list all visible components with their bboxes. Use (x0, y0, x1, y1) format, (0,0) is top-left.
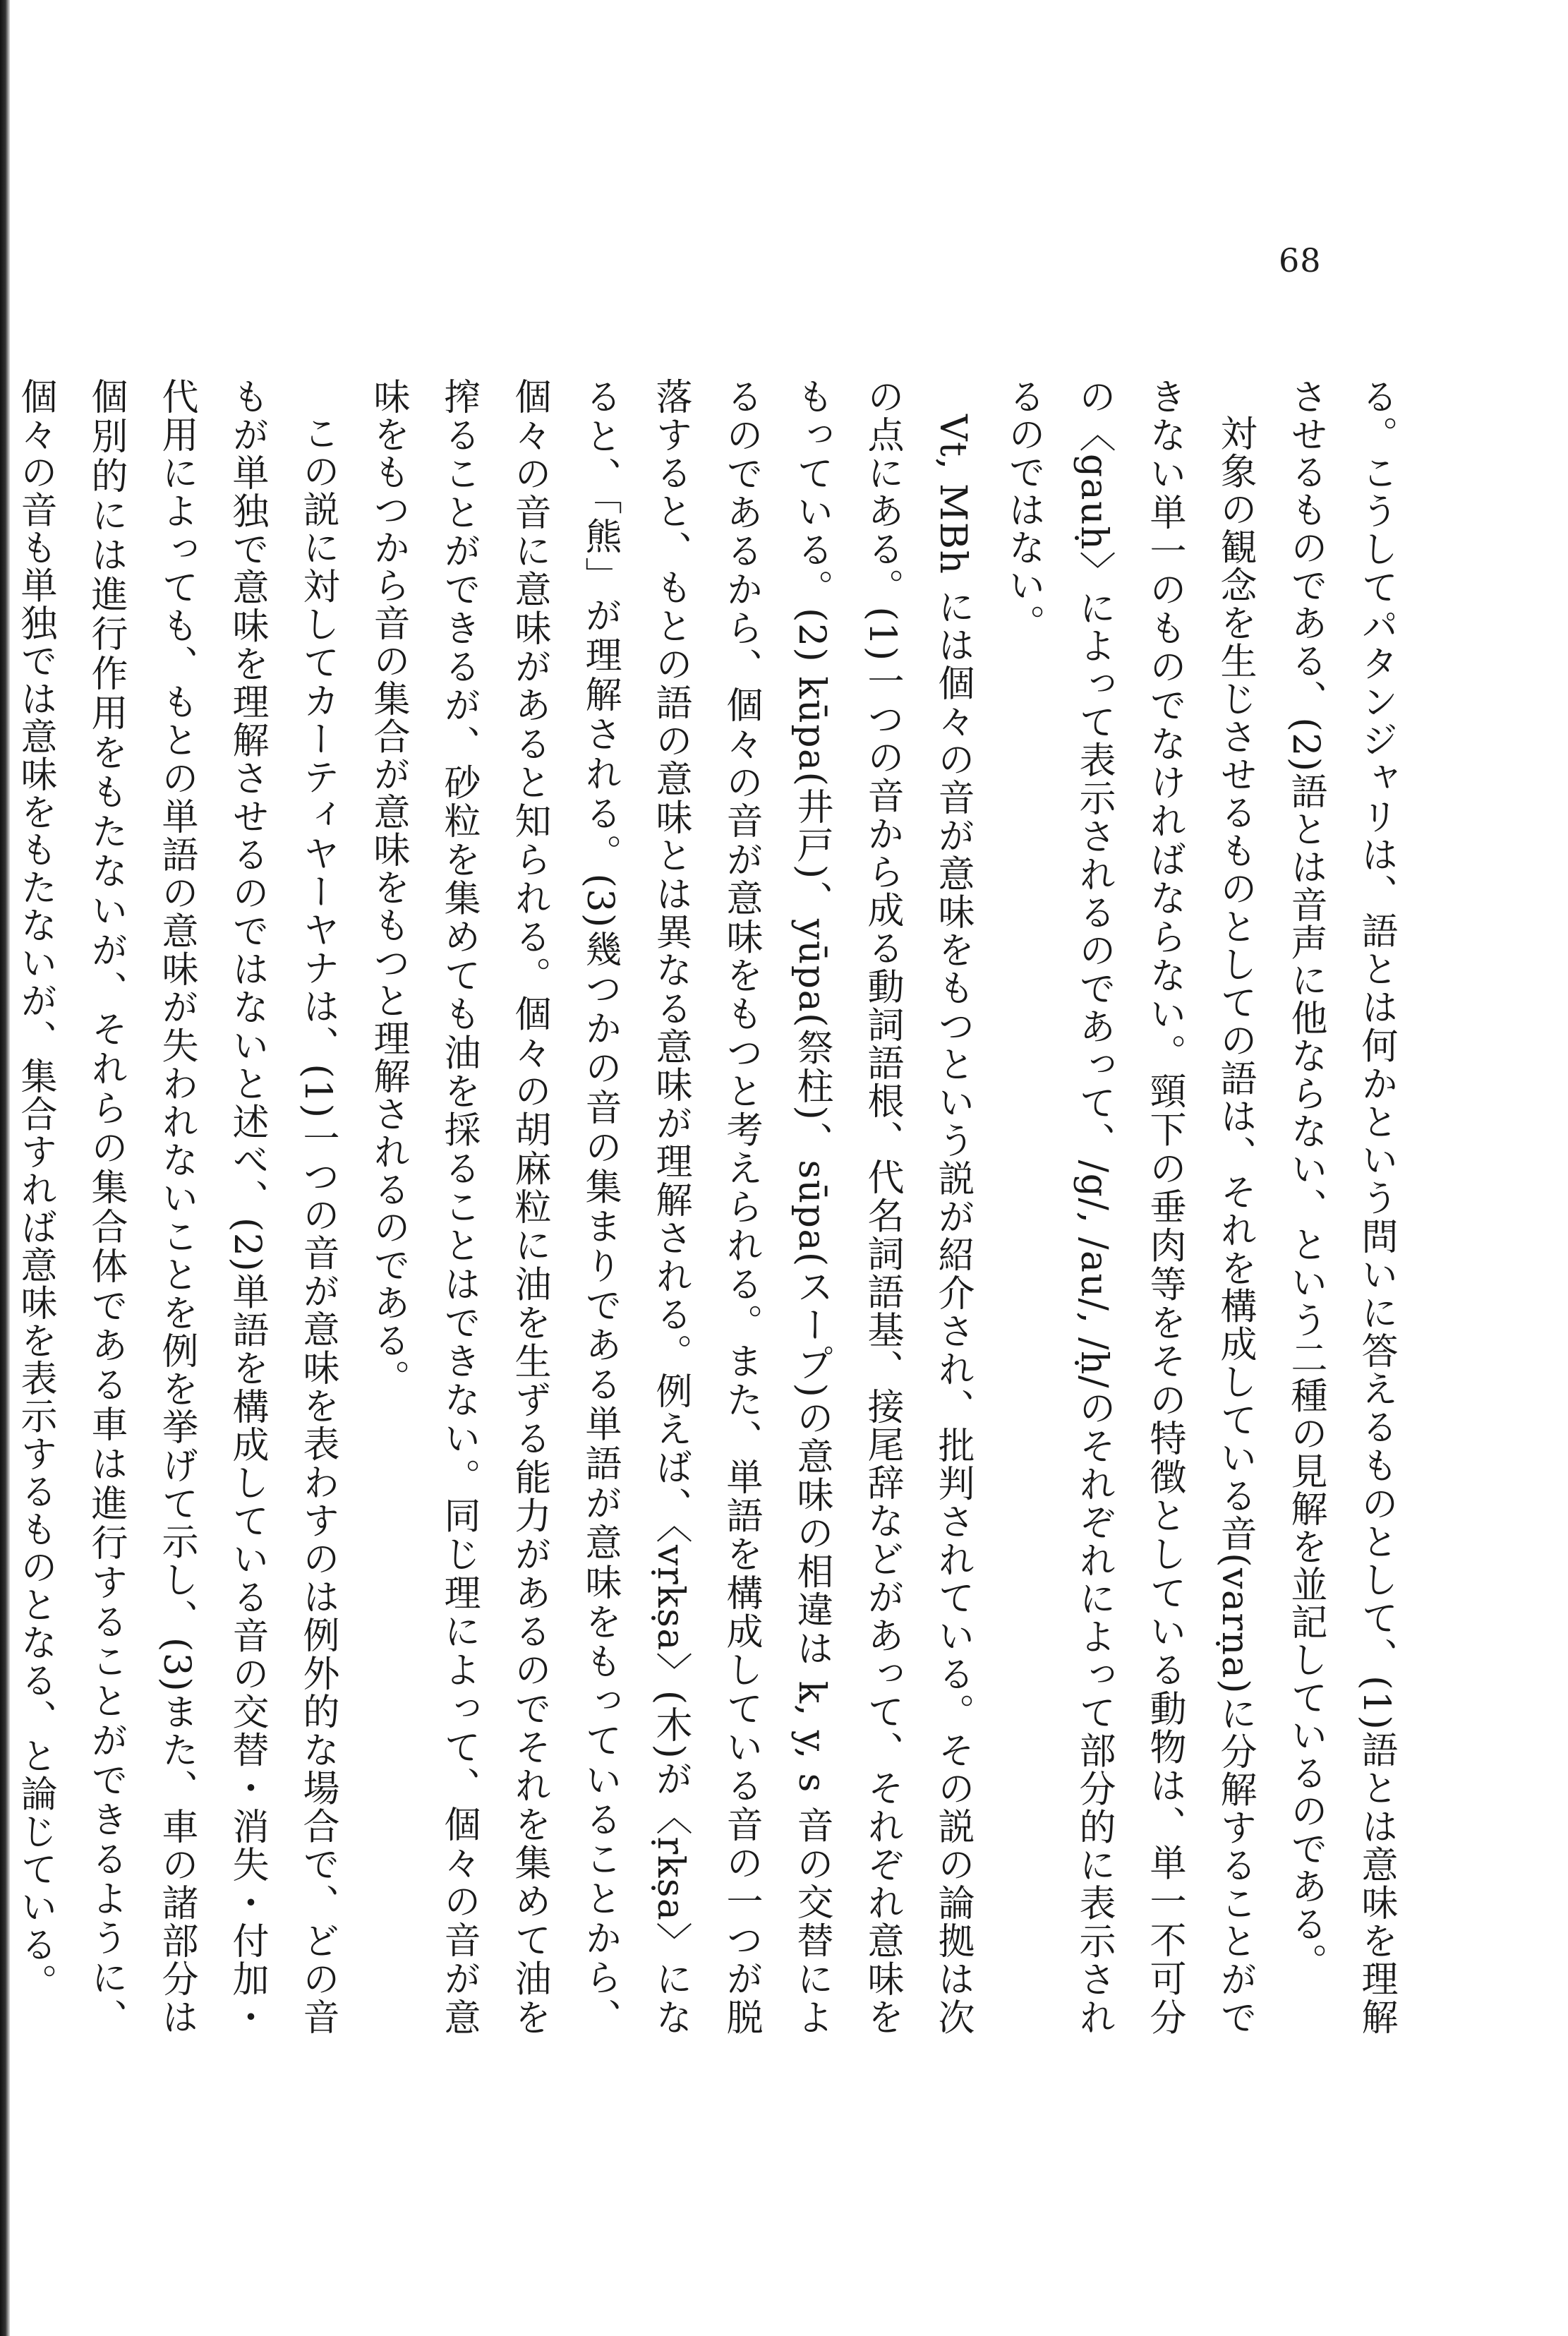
vertical-text-body (14, 378, 1411, 2037)
paragraph-1: る。こうしてパタンジャリは、語とは何かという問いに答えるものとして、(1)語とは意味を理解させるものである、(2)語とは音声に他ならない、という二種の見解を並記しているのである。 (1284, 378, 1397, 2036)
paragraph-3: Vt, MBh には個々の音が意味をもつという説が紹介され、批判されている。その説の論拠は次の点にある。(1)一つの音から成る動詞語根、代名詞語基、接尾辞などがあって、それぞれ意味をもっている。(2) kūpa(井戸)、yūpa(祭柱)、sūpa(スープ)の意味の相違は k, y, s 音の交替によるのであるから、個々の音が意味をもつと考えられる。また、単語を構成している音の一つが脱落すると、もとの語の意味とは異なる意味が理解される。例えば、〈vṛkṣa〉(木)が〈ṛkṣa〉になると、「熊」が理解される。(3)幾つかの音の集まりである単語が意味をもっていることから、個々の音に意味があると知られる。個々の胡麻粒に油を生ずる能力があるのでそれを集めて油を搾ることができるが、砂粒を集めても油を採ることはできない。同じ理によって、個々の音が意味をもつから音の集合が意味をもつと理解されるのである。 (367, 378, 974, 2037)
paragraph-2: 対象の観念を生じさせるものとしての語は、それを構成している音(varṇa)に分解することができない単一のものでなければならない。頸下の垂肉等をその特徴としている動物は、単一不可分の〈gauḥ〉によって表示されるのであって、/g/, /au/, /ḥ/のそれぞれによって部分的に表示されるのではない。 (1002, 378, 1256, 2037)
paragraph-4: この説に対してカーティヤーヤナは、(1)一つの音が意味を表わすのは例外的な場合で、どの音もが単独で意味を理解させるのではないと述べ、(2)単語を構成している音の交替・消失・付加・代用によっても、もとの単語の意味が失われないことを例を挙げて示し、(3)また、車の諸部分は個別的には進行作用をもたないが、それらの集合体である車は進行することができるように、個々の音も単独では意味をもたないが、集合すれば意味を表示するものとなる、と論じている。 (14, 378, 339, 2037)
page-number: 68 (1279, 241, 1322, 279)
